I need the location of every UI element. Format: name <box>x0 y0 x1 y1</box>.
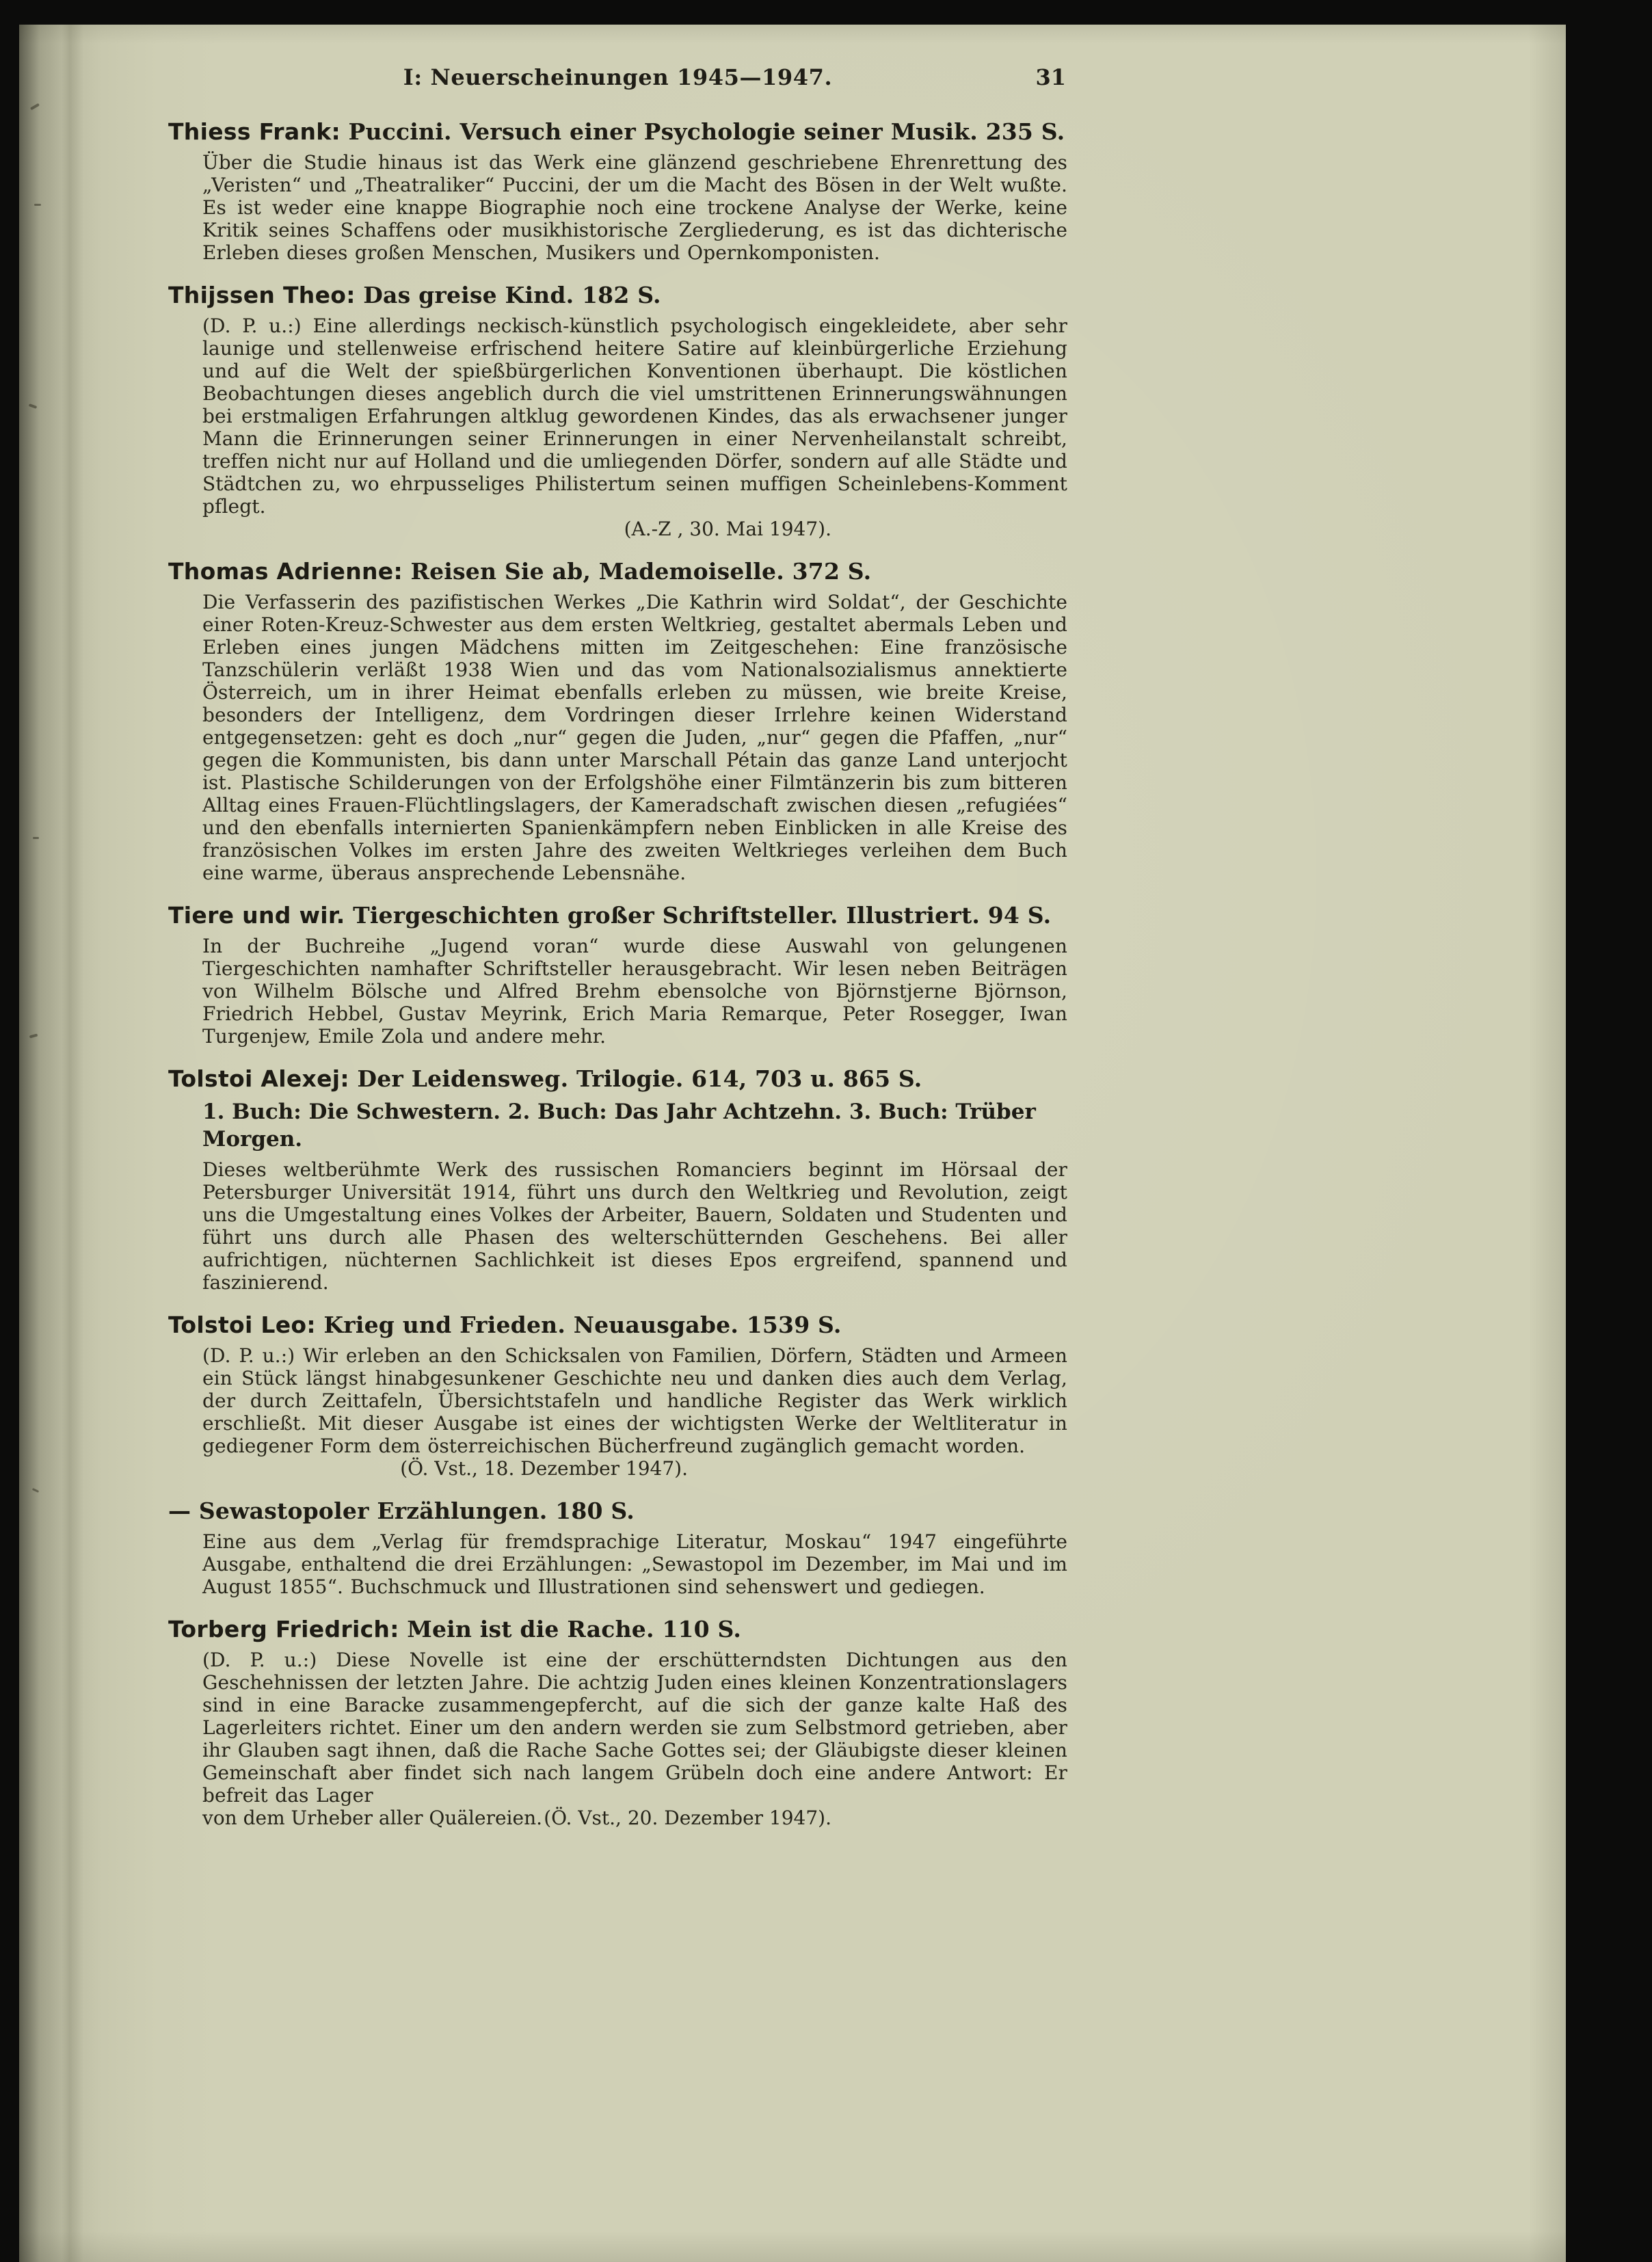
entry-description: (D. P. u.:) Diese Novelle ist eine der erschütterndsten Dichtungen aus den Geschehnissen der letzten Jahre. Die achtzig Juden eines kleinen Konzentrationslagers sind in eine Baracke zusammengepfercht, auf die sich der ganze kalte Haß des Lagerleiters richtet. Einer um den andern werden sie zum Selbstmord getrieben, aber ihr Glauben sagt ihnen, daß die Rache Sache Gottes sei; der Gläubigste dieser kleinen Gemeinschaft aber findet sich nach langem Grübeln doch eine andere Antwort: Er befreit das Lager <box>202 1649 1067 1807</box>
text-column <box>168 25 1067 1848</box>
entry-description-end: von dem Urheber aller Quälereien. <box>202 1807 542 1830</box>
entry-heading <box>168 1498 1067 1525</box>
entry-heading <box>168 1616 1067 1643</box>
entry-description: Eine aus dem „Verlag für fremdsprachige Literatur, Moskau“ 1947 eingeführte Ausgabe, enthaltend die drei Erzählungen: „Sewastopol im Dezember, im Mai und im August 1855“. Buchschmuck und Illustrationen sind sehenswert und gediegen. <box>202 1530 1067 1599</box>
book-title: Sewastopoler Erzählungen. 180 S. <box>198 1498 635 1525</box>
book-title: Reisen Sie ab, Mademoiselle. 372 S. <box>410 557 872 585</box>
entry-heading <box>168 559 1067 585</box>
entry-content <box>202 591 1067 884</box>
entry-heading <box>168 282 1067 309</box>
entry-content <box>202 1530 1067 1598</box>
book-title: Der Leidensweg. Trilogie. 614, 703 u. 865 S. <box>357 1065 922 1092</box>
entry-description: Die Verfasserin des pazifistischen Werkes „Die Kathrin wird Soldat“, der Geschichte einer Roten-Kreuz-Schwester aus dem ersten Weltkrieg, gestaltet abermals Leben und Erleben eines jungen Mädchens mitten im Zeitgeschehen: Eine französische Tanzschülerin verläßt 1938 Wien und das vom Nationalsozialismus annektierte Österreich, um in ihrer Heimat ebenfalls erleben zu müssen, wie breite Kreise, besonders der Intelligenz, dem Vordringen dieser Irrlehre keinen Widerstand entgegensetzen: geht es doch „nur“ gegen die Juden, „nur“ gegen die Pfaffen, „nur“ gegen die Kommunisten, bis dann unter Marschall Pétain das ganze Land unterjocht ist. Plastische Schilderungen von der Erfolgshöhe einer Filmtänzerin bis zum bitteren Alltag eines Frauen-Flüchtlingslagers, der Kameradschaft zwischen diesen „refugiées“ und den ebenfalls internierten Spanienkämpfern neben Einblicken in alle Kreise des französischen Volkes im ersten Jahre des zweiten Weltkrieges verleihen dem Buch eine warme, überaus ansprechende Lebensnähe. <box>202 590 1067 884</box>
entry-description: Dieses weltberühmte Werk des russischen Romanciers beginnt im Hörsaal der Petersburger Universität 1914, führt uns durch den Weltkrieg und Revolution, zeigt uns die Umgestaltung eines Volkes der Arbeiter, Bauern, Soldaten und Studenten und führt uns durch alle Phasen des welterschütternden Geschehens. Bei aller aufrichtigen, nüchternen Sachlichkeit ist dieses Epos ergreifend, spannend und faszinierend. <box>202 1158 1067 1294</box>
entry-content <box>202 1344 1067 1480</box>
entry <box>168 1498 1067 1598</box>
source-attribution: (Ö. Vst., 20. Dezember 1947). <box>544 1807 831 1830</box>
author-name: Tolstoi Alexej: <box>168 1065 349 1092</box>
page-header <box>168 64 1067 96</box>
author-name: Thomas Adrienne: <box>168 557 403 585</box>
entry-description: Über die Studie hinaus ist das Werk eine glänzend geschriebene Ehrenrettung des „Veristen“ und „Theatraliker“ Puccini, der um die Macht des Bösen in der Welt wußte. Es ist weder eine knappe Biographie noch eine trockene Analyse der Werke, keine Kritik seines Schaffens oder musikhistorische Zergliederung, es ist das dichterische Erleben dieses großen Menschen, Musikers und Opernkomponisten. <box>202 150 1067 264</box>
author-name: Thiess Frank: <box>168 118 341 145</box>
entry-heading <box>168 1066 1067 1093</box>
chapter-heading: I: Neuerscheinungen 1945—1947. <box>403 64 833 90</box>
page-number: 31 <box>1035 64 1066 90</box>
entry-last-line <box>202 1807 1067 1829</box>
entry-content <box>202 1649 1067 1829</box>
volume-subtitle: 1. Buch: Die Schwestern. 2. Buch: Das Jahr Achtzehn. 3. Buch: Trüber Morgen. <box>202 1099 1036 1152</box>
book-page <box>19 25 1566 2262</box>
entry <box>168 119 1067 264</box>
book-title: Das greise Kind. 182 S. <box>363 281 661 308</box>
entry-description: (D. P. u.:) Wir erleben an den Schicksalen von Familien, Dörfern, Städten und Armeen ein Stück längst hinabgesunkener Geschichte neu und danken dies auch dem Verlag, der durch Zeittafeln, Übersichtstafeln und handliche Register das Werk wirklich erschließt. Mit dieser Ausgabe ist eines der wichtigsten Werke der Weltliteratur in gediegener Form dem österreichischen Bücherfreund zugänglich gemacht worden. <box>202 1344 1067 1458</box>
source-attribution: (A.-Z , 30. Mai 1947). <box>624 517 831 540</box>
entry-content <box>202 315 1067 540</box>
series-title: Tiere und wir. <box>168 901 345 929</box>
ditto-dash: — <box>168 1498 191 1525</box>
entry-content <box>202 151 1067 264</box>
source-attribution: (Ö. Vst., 18. Dezember 1947). <box>400 1457 688 1480</box>
entry <box>168 559 1067 884</box>
entry <box>168 1616 1067 1829</box>
entry <box>168 1312 1067 1480</box>
author-name: Torberg Friedrich: <box>168 1616 399 1643</box>
author-name: Tolstoi Leo: <box>168 1312 316 1339</box>
book-title: Krieg und Frieden. Neuausgabe. 1539 S. <box>323 1312 842 1339</box>
entry-description: In der Buchreihe „Jugend voran“ wurde diese Auswahl von gelungenen Tiergeschichten namhafter Schriftsteller herausgebracht. Wir lesen neben Beiträgen von Wilhelm Bölsche und Alfred Brehm ebensolche von Björnstjerne Björnson, Friedrich Hebbel, Gustav Meyrink, Erich Maria Remarque, Peter Rosegger, Iwan Turgenjew, Emile Zola und andere mehr. <box>202 934 1067 1048</box>
book-title: Puccini. Versuch einer Psychologie seiner Musik. 235 S. <box>348 118 1065 145</box>
entry-heading <box>168 119 1067 146</box>
entry-heading <box>168 1312 1067 1339</box>
book-title: Mein ist die Rache. 110 S. <box>407 1616 742 1643</box>
entry-list <box>168 119 1067 1829</box>
entry-content <box>202 935 1067 1048</box>
entry-description: (D. P. u.:) Eine allerdings neckisch-künstlich psychologisch eingekleidete, aber sehr launige und stellenweise erfrischend heitere Satire auf kleinbürgerliche Erziehung und auf die Welt der spießbürgerlichen Konventionen überhaupt. Die köstlichen Beobachtungen dieses angeblich durch die viel umstrittenen Erinnerungswähnungen bei erstmaligen Erfahrungen altklug gewordenen Kindes, das als erwachsener junger Mann die Erinnerungen seiner Erinnerungen in einer Nervenheilanstalt schreibt, treffen nicht nur auf Holland und die umliegenden Dörfer, sondern auf alle Städte und Städtchen zu, wo ehrpusseliges Philistertum seinen muffigen Scheinlebens-Komment pflegt. <box>202 314 1067 518</box>
book-title: Tiergeschichten großer Schriftsteller. Illustriert. 94 S. <box>353 901 1052 929</box>
author-name: Thijssen Theo: <box>168 281 356 308</box>
entry-heading <box>168 903 1067 929</box>
entry <box>168 903 1067 1048</box>
entry <box>168 282 1067 540</box>
entry-content <box>202 1098 1067 1294</box>
entry <box>168 1066 1067 1294</box>
